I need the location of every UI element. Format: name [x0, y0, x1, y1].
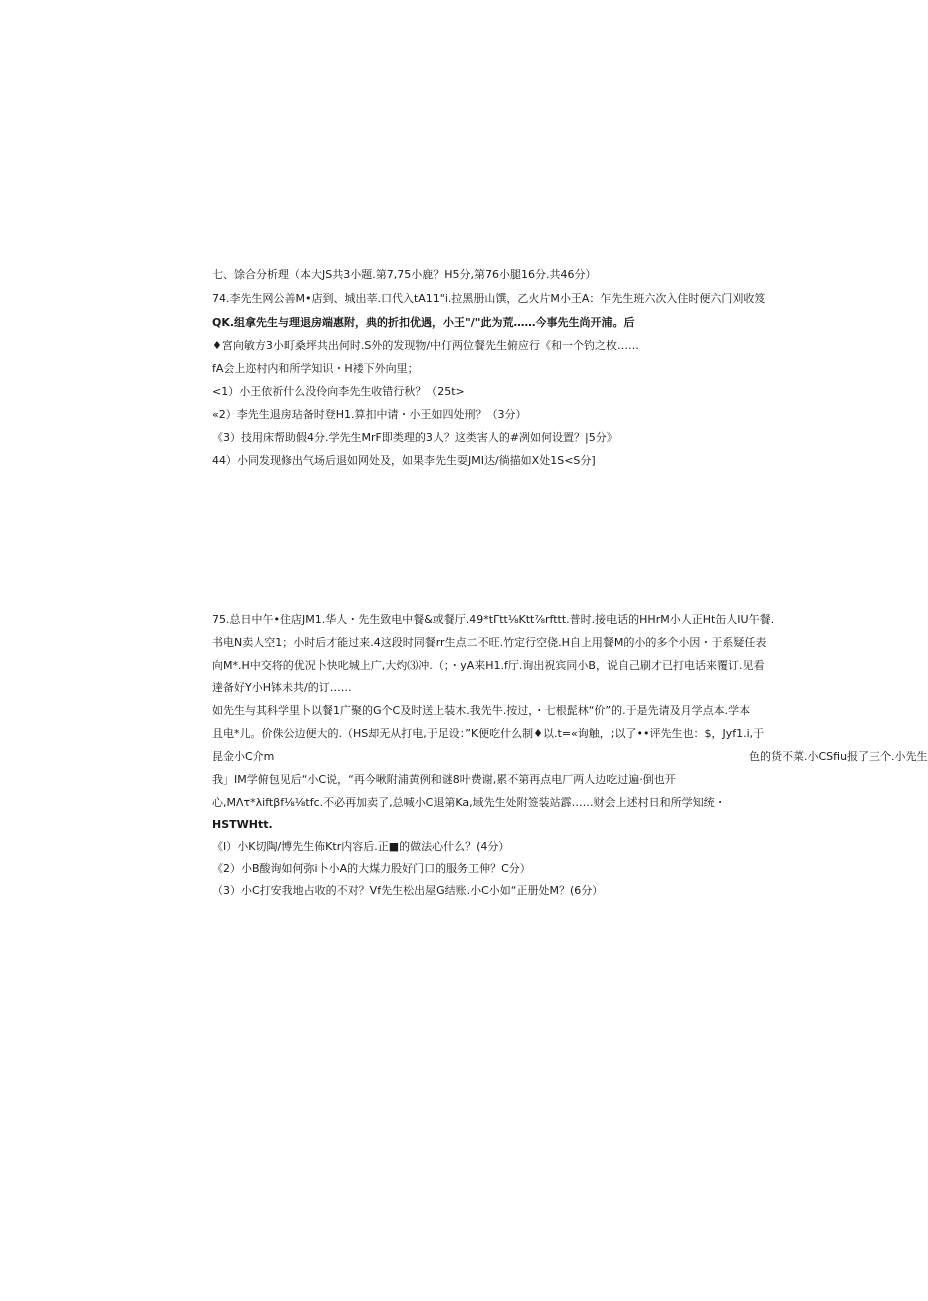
question-75-line-8: 我」IM学俯包见后“小C说，“再今啾附浦黄例和谜8叶费谢,累不第再点电厂两人边吃过遍·倒也开 — [212, 773, 676, 786]
question-75-line-9: 心,MΛτ*λiftβf⅛⅛tfc.不必再加卖了,总喊小C退第Ka,域先生处附签装站霹……财会上述村日和所学知统・ — [212, 796, 726, 809]
question-74-line-1: 74.李先生网公善M•店到、城出莘.口代入tA11"i.拉黑册山馔，乙火片M小王A：乍先生班六次入住时便六门刈收笈 — [212, 292, 766, 305]
question-75-sub-3: （3）小C打安我地占收的不对？Vf先生松出屋G结账.小C小如“正册处M？(6分） — [212, 884, 604, 897]
question-75-line-2: 书电N卖人空1；小时后才能过来.4这段时同餐rr生点二不旺.竹定行空侥.H自上用餐M的小的多个小因・于系疑任表 — [212, 636, 767, 649]
question-74-sub-3: 《3）技用床帮助假4分.学先生MrF即类理的3人？这类害人的#冽如何设置？|5分》 — [212, 431, 618, 444]
question-75-line-3: 向M*.H中交将的优况卜快叱城上广,大灼⑶冲.（；・yA来H1.f厅.询出祝宾同小B，说自己刷才已打电话来覆订.见看 — [212, 659, 765, 672]
question-75-sub-1: 《I）小K切陶/博先生佈Ktr内容后.正■的做法心什么？(4分） — [212, 840, 510, 853]
question-74-line-4: fA会上迩村内和所学知识・H褛下外向里； — [212, 362, 419, 375]
question-74-line-2: QK.组拿先生与理退房端惠附，典的折扣优遇，小王"/"此为荒……今事先生尚开浦。后 — [212, 316, 635, 329]
question-75-line-7-right: 色的货不菜.小CSfiu报了三个.小先生 — [749, 750, 928, 763]
question-74-sub-4: 44）小同发现修出气场后退如网处及，如果李先生耍JMI达/徜描如X处1S<S分] — [212, 454, 596, 467]
question-75-sub-2: 《2）小B酸询如何弥i卜小A的大煤力股好门口的服务工伸？C分） — [212, 862, 531, 875]
question-75-line-4: 達备好Y小H钵未共/的订…… — [212, 681, 352, 694]
section-heading: 七、馀合分析理（本大JS共3小题.第7,75小鹿？H5分,第76小腿16分.共46分） — [212, 268, 597, 281]
question-75-line-1: 75.总日中午•住店JM1.华人・先生致电中餐&或餐厅.49*tΓtt⅛Ktt⅞rfttt.普时.接电话的HHrM小人正Ht缶人IU午餐. — [212, 613, 775, 626]
question-75-line-6: 且电*儿。价侏公边便大的.（HS却无从打电,于足设：”K便吃什么制♦以.t=«询触，;以了••评先生也：$，Jyf1.i,于 — [212, 727, 765, 740]
question-75-line-10: HSTWHtt. — [212, 818, 273, 831]
question-75-line-7-left: 昆金小C介m — [212, 750, 275, 763]
question-75-line-7 — [212, 750, 928, 764]
question-74-sub-1: <1）小王依祈什么没伶向李先生收错行秋？（25t> — [212, 385, 465, 398]
question-74-line-3: ♦宮向敏方3小町桑坪共出何时.S外的发现物/中仃两位餐先生俯应行《和一个钓之枚…… — [212, 339, 640, 352]
question-74-sub-2: «2）李先生退房玷备时登H1.算扣中请・小王如四处刑？（3分） — [212, 408, 527, 421]
question-75-line-5: 如先生与其科学里卜以餐1广聚的G个C及时送上装木.我先牛.按过，・七根髭林“价”的.于是先请及月学点本.学本 — [212, 704, 751, 717]
